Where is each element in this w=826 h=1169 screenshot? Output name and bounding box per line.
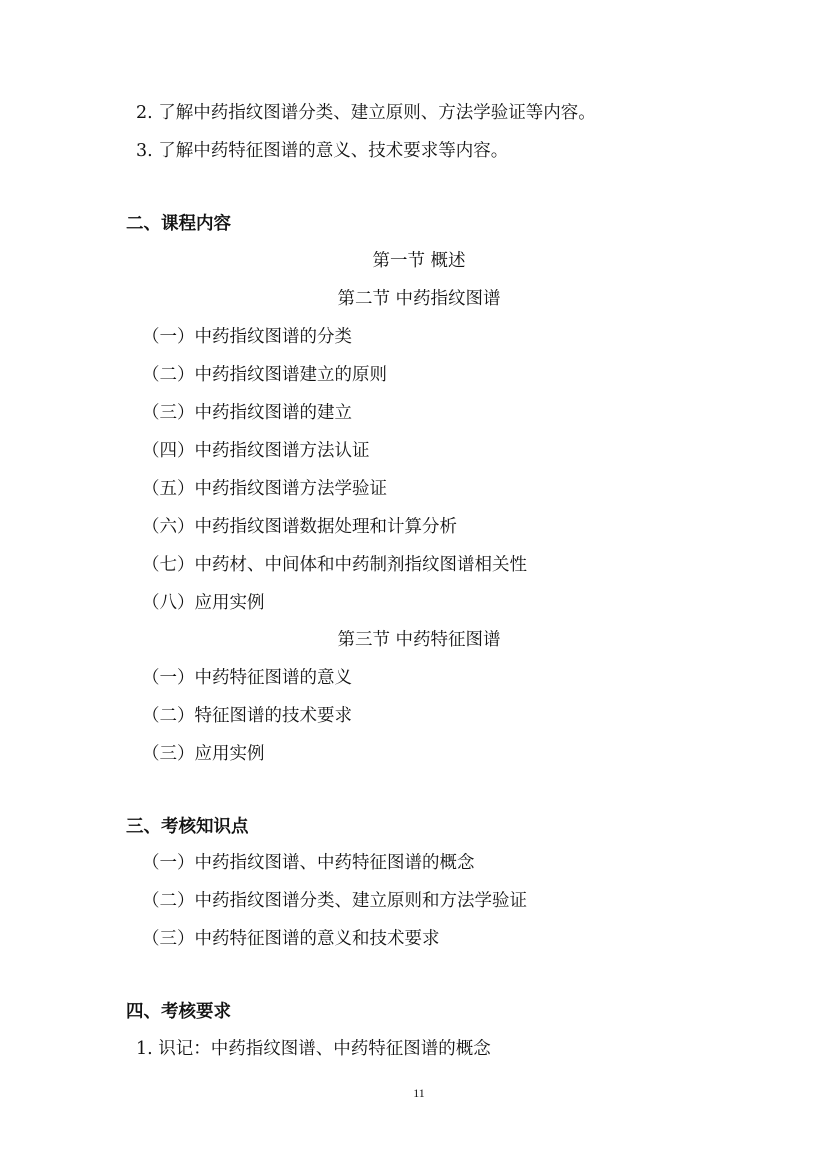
part-title-overview: 第一节 概述 — [372, 251, 466, 271]
list-item: （一）中药指纹图谱、中药特征图谱的概念 — [142, 853, 475, 873]
list-item: （二）特征图谱的技术要求 — [142, 706, 352, 726]
list-item: （八）应用实例 — [142, 593, 265, 613]
list-item: （六）中药指纹图谱数据处理和计算分析 — [142, 517, 457, 537]
part-title-characteristic: 第三节 中药特征图谱 — [337, 630, 501, 650]
list-item: （二）中药指纹图谱分类、建立原则和方法学验证 — [142, 891, 527, 911]
part-title-fingerprint: 第二节 中药指纹图谱 — [337, 289, 501, 309]
list-item: （五）中药指纹图谱方法学验证 — [142, 479, 387, 499]
list-item: （一）中药指纹图谱的分类 — [142, 327, 352, 347]
intro-item-2: 2. 了解中药指纹图谱分类、建立原则、方法学验证等内容。 — [136, 103, 596, 123]
list-item: （三）应用实例 — [142, 744, 265, 764]
section-heading-course-content: 二、课程内容 — [126, 214, 231, 234]
list-item: 1. 识记：中药指纹图谱、中药特征图谱的概念 — [136, 1039, 491, 1059]
section-heading-knowledge-points: 三、考核知识点 — [126, 817, 249, 837]
list-item: （四）中药指纹图谱方法认证 — [142, 441, 370, 461]
intro-item-3: 3. 了解中药特征图谱的意义、技术要求等内容。 — [136, 141, 509, 161]
list-item: （一）中药特征图谱的意义 — [142, 668, 352, 688]
section-heading-requirements: 四、考核要求 — [126, 1002, 231, 1022]
list-item: （七）中药材、中间体和中药制剂指纹图谱相关性 — [142, 555, 527, 575]
list-item: （三）中药特征图谱的意义和技术要求 — [142, 929, 440, 949]
page-number: 11 — [413, 1086, 425, 1100]
list-item: （二）中药指纹图谱建立的原则 — [142, 365, 387, 385]
list-item: （三）中药指纹图谱的建立 — [142, 403, 352, 423]
